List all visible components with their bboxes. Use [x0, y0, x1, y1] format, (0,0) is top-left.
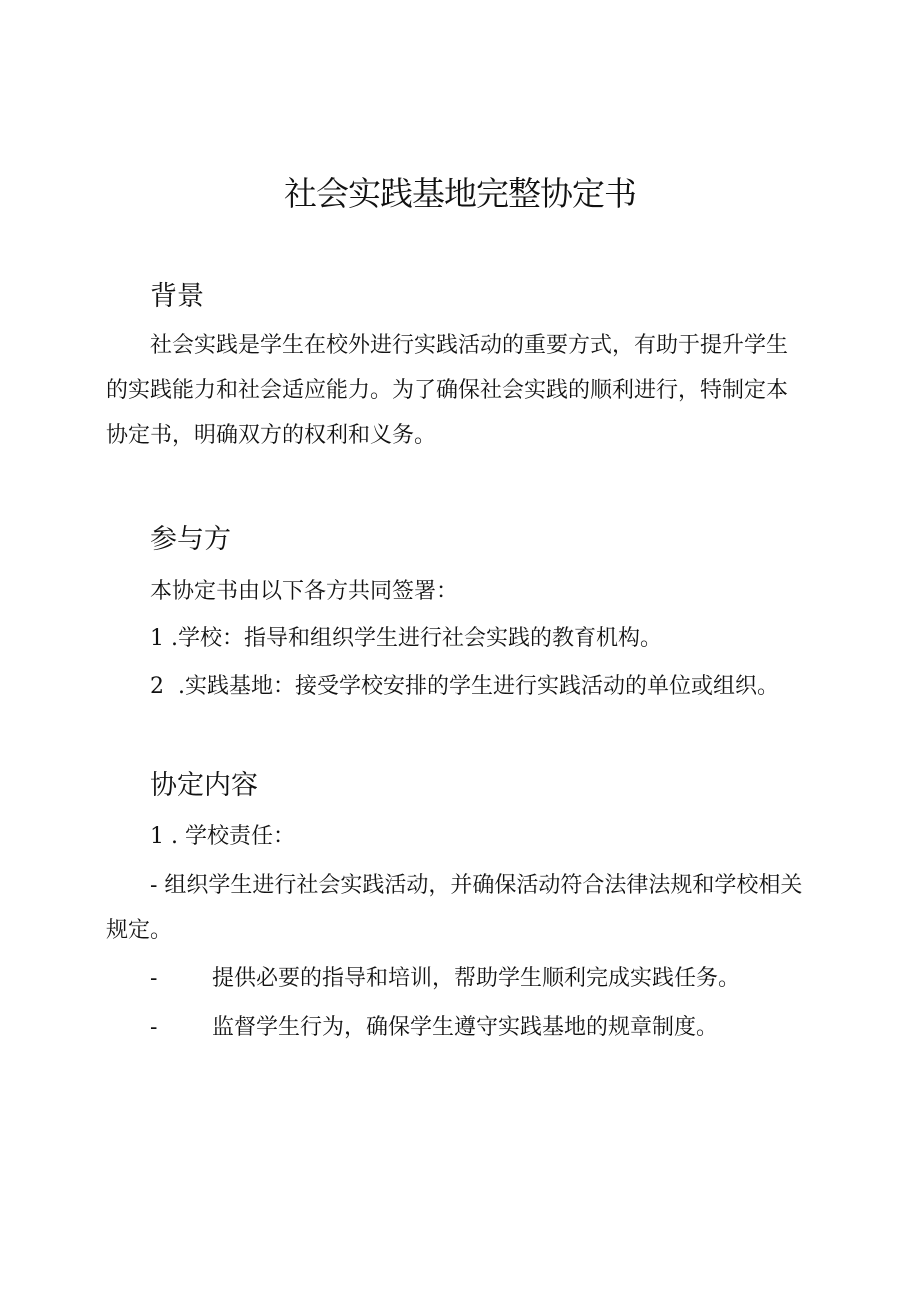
section-heading-parties: 参与方 — [150, 524, 231, 555]
content-subheading-school: 1 . 学校责任： — [150, 824, 295, 849]
bullet-marker: - — [150, 1015, 158, 1040]
background-paragraph: 社会实践是学生在校外进行实践活动的重要方式，有助于提升学生的实践能力和社会适应能力。为了确保社会实践的顺利进行，特制定本协定书，明确双方的权利和义务。 — [106, 333, 789, 448]
bullet-marker: - — [150, 966, 158, 991]
parties-intro: 本协定书由以下各方共同签署： — [150, 579, 459, 604]
content-bullet-1: - 组织学生进行社会实践活动，并确保活动符合法律法规和学校相关规定。 — [106, 873, 803, 943]
bullet-text: 监督学生行为，确保学生遵守实践基地的规章制度。 — [212, 1015, 719, 1040]
document-title: 社会实践基地完整协定书 — [284, 174, 636, 213]
content-bullet-3 — [150, 1011, 810, 1045]
section-heading-content: 协定内容 — [150, 770, 258, 801]
bullet-text: 提供必要的指导和培训，帮助学生顺利完成实践任务。 — [212, 966, 741, 991]
party-item-school: 1 .学校：指导和组织学生进行社会实践的教育机构。 — [150, 626, 662, 651]
party-item-base: 2 .实践基地：接受学校安排的学生进行实践活动的单位或组织。 — [150, 674, 779, 699]
section-heading-background: 背景 — [150, 281, 204, 312]
content-bullet-2 — [150, 962, 810, 996]
